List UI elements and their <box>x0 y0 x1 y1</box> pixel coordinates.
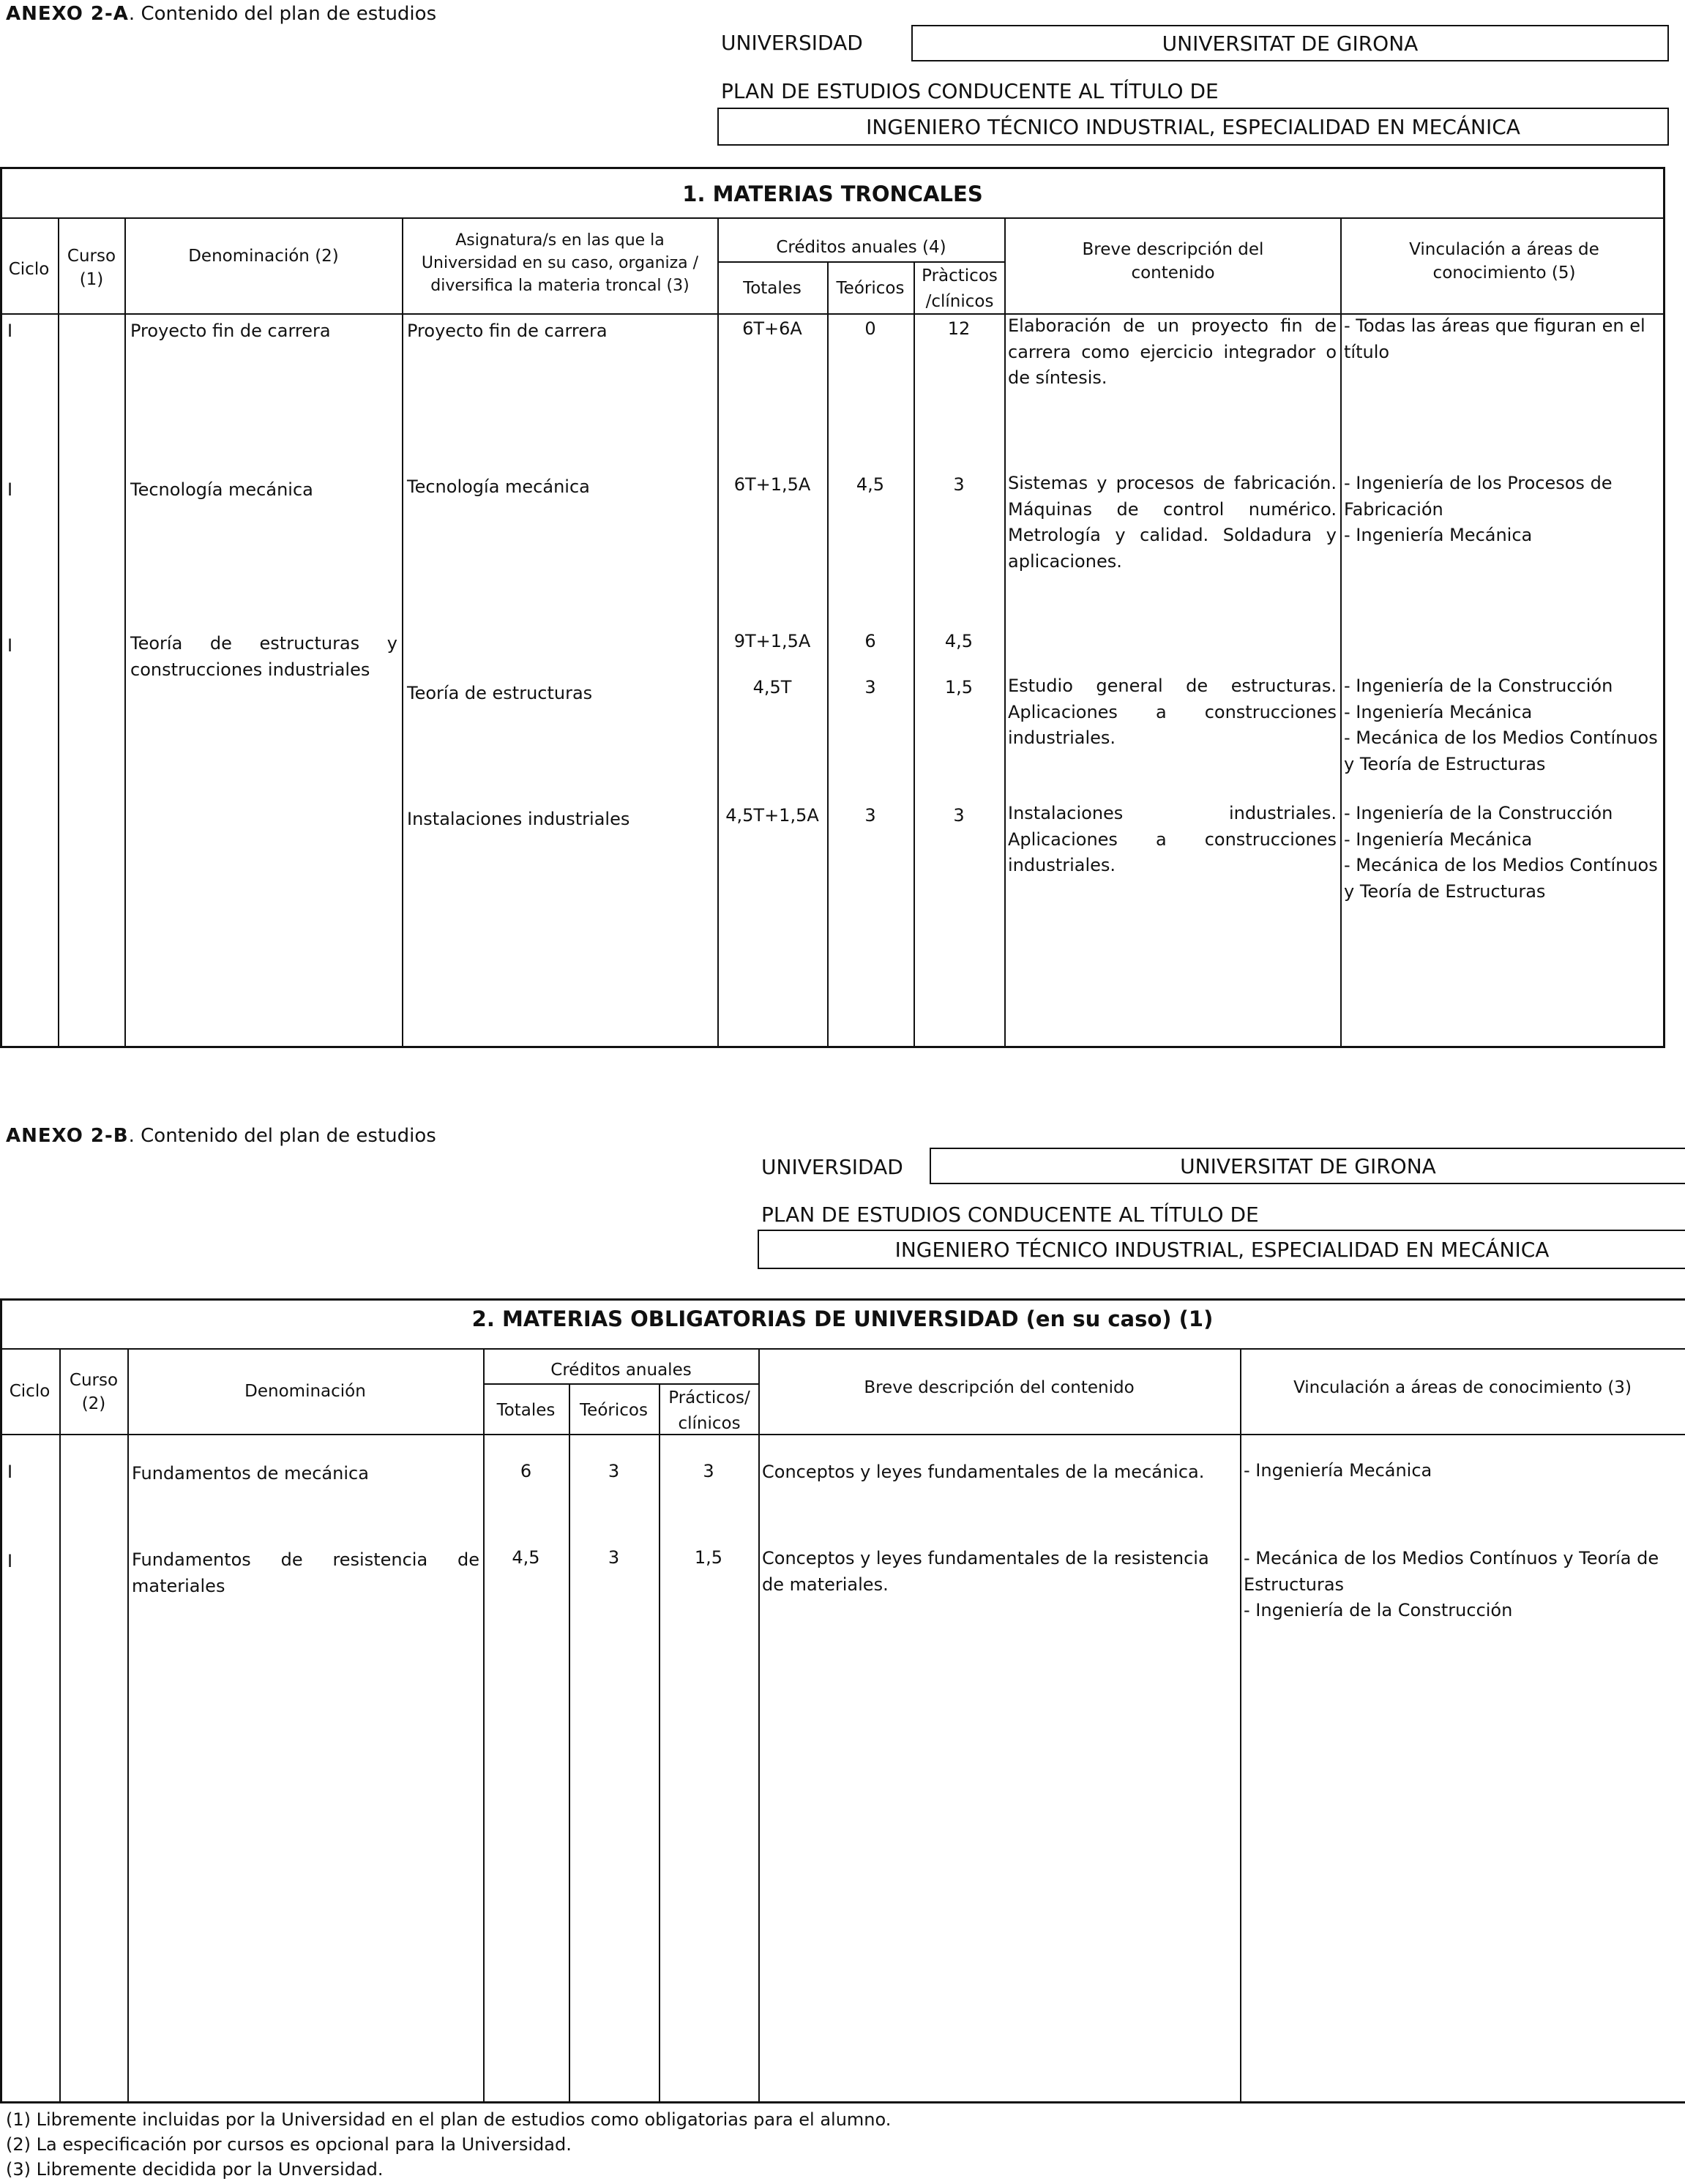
table-row-practicos: 12 <box>947 318 971 339</box>
table-row-descripcion: Instalaciones industriales. Aplicaciones a construcciones industriales. <box>1008 803 1337 876</box>
header-descripcion: Breve descripción del contenido <box>1082 240 1264 283</box>
header-vinculacion: Vinculación a áreas de conocimiento (5) <box>1409 240 1599 283</box>
table-row-totales: 9T+1,5A <box>733 631 811 651</box>
table-row-descripcion: Conceptos y leyes fundamentales de la resistencia de materiales. <box>762 1548 1209 1595</box>
header-vinculacion: Vinculación a áreas de conocimiento (3) <box>1293 1378 1632 1397</box>
table-row-totales: 4,5 <box>512 1547 540 1568</box>
table-row-practicos: 4,5 <box>944 631 974 651</box>
table-row-totales: 6T+6A <box>742 318 802 339</box>
header-descripcion: Breve descripción del contenido <box>864 1378 1135 1397</box>
universidad-box: UNIVERSITAT DE GIRONA <box>930 1148 1685 1184</box>
section-title-troncales: 1. MATERIAS TRONCALES <box>682 182 983 206</box>
table-row-totales: 4,5T <box>752 677 792 698</box>
annex-a-subtitle: . Contenido del plan de estudios <box>128 3 437 25</box>
table-row-descripcion: Sistemas y procesos de fabricación. Máquinas de control numérico. Metrología y calidad. Soldadura y aplicaciones. <box>1008 473 1337 572</box>
table-row-practicos: 3 <box>953 474 965 495</box>
annex-b-label: ANEXO 2-B <box>6 1125 129 1147</box>
table-row-teoricos: 4,5 <box>856 474 885 495</box>
annex-b-heading <box>6 1125 436 1147</box>
table-row-ciclo: I <box>7 479 13 500</box>
table-row-vinculacion: - Ingeniería de la Construcción - Ingeniería Mecánica - Mecánica de los Medios Contínuos y Teoría de Estructuras <box>1344 803 1658 902</box>
table-row-ciclo: I <box>7 1551 13 1571</box>
footnote-1: (1) Libremente incluidas por la Universidad en el plan de estudios como obligatorias para el alumno. <box>6 2109 892 2130</box>
annex-a-heading <box>6 3 436 25</box>
header-totales: Totales <box>743 279 802 298</box>
header-asignatura: Asignatura/s en las que la Universidad en su caso, organiza / diversifica la materia troncal (3) <box>421 231 699 295</box>
header-practicos: Prácticos/ clínicos <box>668 1388 750 1433</box>
universidad-label: UNIVERSIDAD <box>761 1155 903 1179</box>
footnote-2: (2) La especificación por cursos es opcional para la Universidad. <box>6 2134 572 2155</box>
table-row-practicos: 3 <box>703 1461 714 1481</box>
header-ciclo: Ciclo <box>9 1382 51 1401</box>
table-row-descripcion: Estudio general de estructuras. Aplicaciones a construcciones industriales. <box>1008 676 1337 749</box>
header-totales: Totales <box>496 1401 556 1420</box>
table-row-ciclo: I <box>7 321 13 341</box>
table-row-teoricos: 3 <box>608 1461 620 1481</box>
table-row-teoricos: 6 <box>864 631 876 651</box>
table-row-denominacion: Tecnología mecánica <box>130 479 313 500</box>
header-creditos: Créditos anuales <box>550 1361 692 1380</box>
annex-b-subtitle: . Contenido del plan de estudios <box>128 1125 436 1147</box>
table-row-asignatura: Teoría de estructuras <box>407 683 593 703</box>
table-row-descripcion: Conceptos y leyes fundamentales de la mecánica. <box>762 1462 1205 1482</box>
header-denominacion: Denominación <box>244 1382 366 1401</box>
table-row-vinculacion: - Ingeniería de la Construcción - Ingeniería Mecánica - Mecánica de los Medios Contínuos y Teoría de Estructuras <box>1344 676 1658 774</box>
table-row-teoricos: 3 <box>608 1547 620 1568</box>
table-row-teoricos: 0 <box>864 318 876 339</box>
table-row-denominacion: Fundamentos de resistencia de materiales <box>132 1549 479 1596</box>
table-row-asignatura: Instalaciones industriales <box>407 809 630 829</box>
table-row-denominacion: Teoría de estructuras y construcciones industriales <box>130 633 397 680</box>
section-title-obligatorias: 2. MATERIAS OBLIGATORIAS DE UNIVERSIDAD (en su caso) (1) <box>471 1306 1214 1331</box>
footnote-3: (3) Libremente decidida por la Unversidad. <box>6 2159 384 2180</box>
table-row-vinculacion: - Ingeniería de los Procesos de Fabricación - Ingeniería Mecánica <box>1344 473 1613 546</box>
header-teoricos: Teóricos <box>836 279 905 298</box>
table-row-vinculacion: - Todas las áreas que figuran en el título <box>1344 315 1645 362</box>
table-row-teoricos: 3 <box>864 805 876 826</box>
plan-label: PLAN DE ESTUDIOS CONDUCENTE AL TÍTULO DE <box>761 1203 1259 1227</box>
header-teoricos: Teóricos <box>580 1401 648 1420</box>
header-practicos: Pràcticos /clínicos <box>922 266 998 311</box>
table-obligatorias <box>0 1298 1685 2103</box>
header-denominacion: Denominación (2) <box>188 247 339 266</box>
titulo-box: INGENIERO TÉCNICO INDUSTRIAL, ESPECIALIDAD EN MECÁNICA <box>758 1230 1685 1269</box>
header-curso: Curso (1) <box>67 247 116 290</box>
annex-a-label: ANEXO 2-A <box>6 3 129 25</box>
table-row-totales: 6 <box>520 1461 532 1481</box>
universidad-box: UNIVERSITAT DE GIRONA <box>911 25 1669 61</box>
header-ciclo: Ciclo <box>8 260 50 279</box>
table-row-denominacion: Proyecto fin de carrera <box>130 321 331 341</box>
table-row-totales: 6T+1,5A <box>733 474 811 495</box>
table-row-teoricos: 3 <box>864 677 876 698</box>
table-row-practicos: 1,5 <box>694 1547 723 1568</box>
universidad-label: UNIVERSIDAD <box>721 31 863 55</box>
header-creditos: Créditos anuales (4) <box>776 238 946 257</box>
table-row-practicos: 3 <box>953 805 965 826</box>
table-row-denominacion: Fundamentos de mecánica <box>132 1463 369 1484</box>
table-row-totales: 4,5T+1,5A <box>725 805 819 826</box>
table-row-vinculacion: - Ingeniería Mecánica <box>1244 1460 1432 1481</box>
table-row-ciclo: I <box>7 635 13 656</box>
table-row-ciclo: I <box>7 1462 13 1482</box>
titulo-box: INGENIERO TÉCNICO INDUSTRIAL, ESPECIALIDAD EN MECÁNICA <box>717 108 1669 146</box>
header-curso: Curso (2) <box>69 1371 119 1414</box>
table-row-practicos: 1,5 <box>944 677 974 698</box>
table-row-vinculacion: - Mecánica de los Medios Contínuos y Teoría de Estructuras - Ingeniería de la Construcción <box>1244 1548 1659 1621</box>
plan-label: PLAN DE ESTUDIOS CONDUCENTE AL TÍTULO DE <box>721 79 1219 103</box>
table-row-asignatura: Proyecto fin de carrera <box>407 321 608 341</box>
table-row-descripcion: Elaboración de un proyecto fin de carrera como ejercicio integrador o de síntesis. <box>1008 315 1337 389</box>
table-row-asignatura: Tecnología mecánica <box>407 476 590 497</box>
